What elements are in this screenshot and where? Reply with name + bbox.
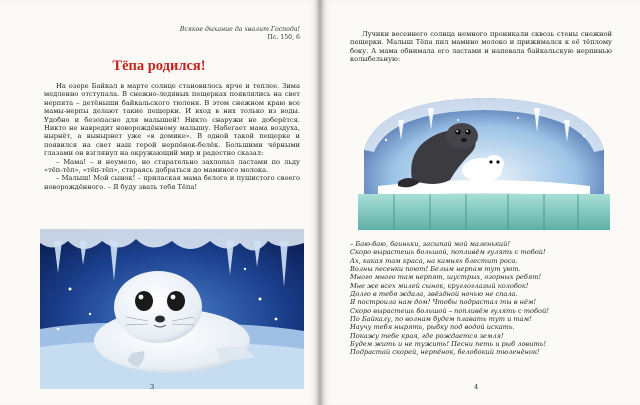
poem-line: Ах, какая там краса, на камнях блестит роса. <box>350 256 518 265</box>
paragraph: На озере Байкал в марте солнце становилось ярче и теплее. Зима медленно отступала. В снежно-ледяных пещерках появлялись на свет нерпята – детёныши байкальского тюленя. В этом снежном краю все мамы-нерпы делают такие пещерки. И вход в них только из воды. Удобно и безопасно для малышей! Никто снаружи не доберётся. Никто не навредит новорождённому малышу. Набегает мама воздуха, нырнёт, а вынырнет уже «в домике». В одной такой пещерке и появился на свет наш герой нерпёнок-белёк. Большими чёрными глазами он взглянул на окружающий мир и радостно сказал: <box>44 82 300 158</box>
poem-line: Волны песенки поют! Белым нерпам тут уют. <box>350 265 521 274</box>
right-page <box>322 0 640 405</box>
left-body-text <box>44 82 300 191</box>
poem-line: По Байкалу, по волнам будем плавать тут и там! <box>350 315 532 324</box>
mother-seal-cave-illustration <box>358 90 610 230</box>
poem-line: Мне же всех милей сынок, круглоглазый колобок! <box>350 281 529 290</box>
page-number: 4 <box>474 383 479 391</box>
white-seal-pup-illustration <box>40 229 304 389</box>
epigraph <box>80 26 300 42</box>
page-number: 3 <box>150 383 155 391</box>
poem-line: – Баю-баю, баиньки, засыпай мой маленький! <box>350 240 511 248</box>
lullaby-poem <box>350 240 612 357</box>
story-title: Тёпа родился! <box>112 58 206 74</box>
poem-line: Долго в тебя ждала, звёздной ночью не спала. <box>350 290 518 299</box>
epigraph-reference: Пс. 150, 6 <box>267 34 300 41</box>
poem-line: Подрастай скорей, нерпёнок, белобокий тюленёнок! <box>350 348 540 357</box>
poem-line: Много много там нерпят, шустрых, озорных ребят! <box>350 273 542 282</box>
paragraph: – Малыш! Мой сынок! – прилаская мама белого и пушистого своего новорождённого. – Я буду звать тебя Тёпа! <box>44 174 300 191</box>
poem-line: Научу тебя нырять, рыбку под водой искать. <box>350 323 515 332</box>
left-page <box>0 0 318 405</box>
poem-line: Скоро вырастешь большой, попливём гулять с тобой! <box>350 248 546 257</box>
poem-line: Я построила нам дом! Чтобы подрастал ты в нём! <box>350 298 536 307</box>
paragraph: – Мама! – и неумело, но старательно захлопал ластами по льду «тёп-тёп», «тёп-тёп», стараясь добраться до маминого молока. <box>44 157 300 175</box>
paragraph: Лучики весеннего солнца немного проникали сквозь стены снежной пещерки. Малыш Тёпа пил мамино молоко и прижимался к её тёплому боку. А мама обнимала его ластами и напевала байкальскую нерпинью колыбельную: <box>350 30 612 64</box>
right-body-text <box>350 30 612 64</box>
epigraph-text: Всякое дыхание да хвалит Господа! <box>179 26 300 33</box>
poem-line: Покажу тебе края, где рождается земля! <box>350 331 504 340</box>
poem-line: Будем жить и не тужить! Песни петь и рыб ловить! <box>350 340 547 349</box>
poem-line: Скоро вырастешь большой – попливём гулять с тобой! <box>350 306 549 315</box>
